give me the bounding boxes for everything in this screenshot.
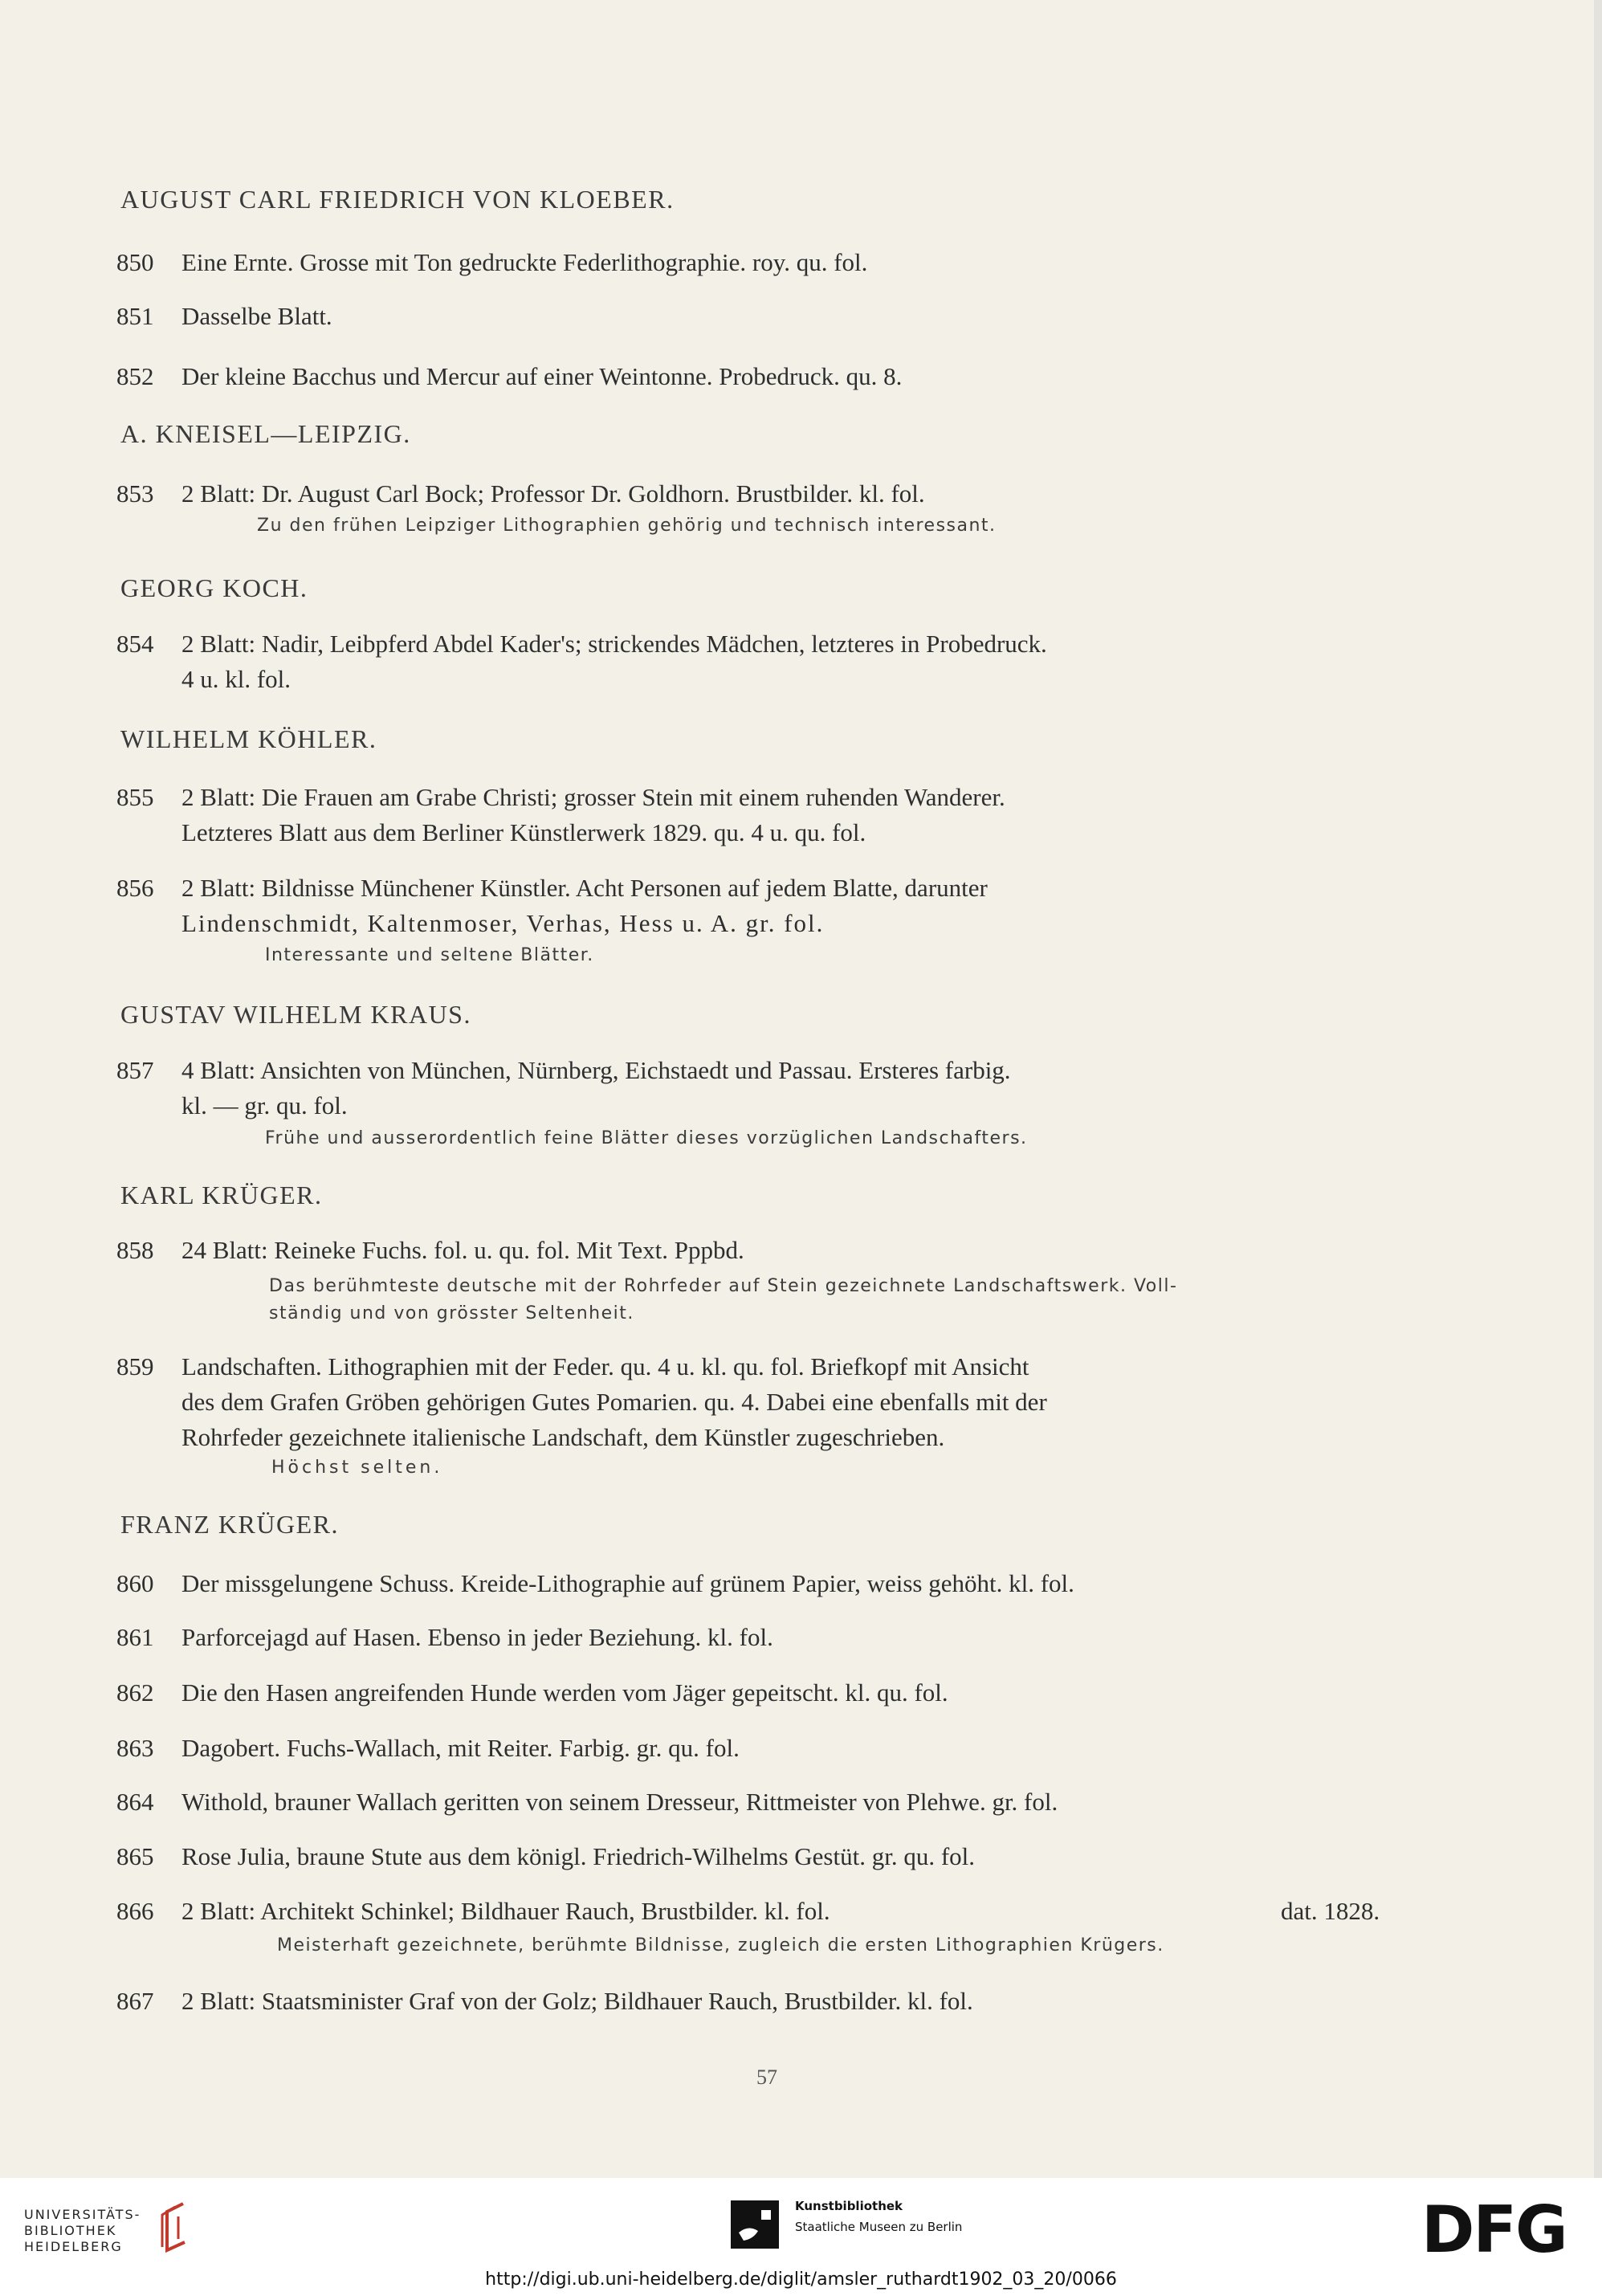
entry-number: 853 (116, 479, 154, 508)
entry-note: Das berühmteste deutsche mit der Rohrfeder auf Stein gezeichnete Landschaftswerk. Voll- (269, 1276, 1178, 1296)
dfg-logo-text: DFG (1421, 2196, 1567, 2260)
entry-text-line: Rohrfeder gezeichnete italienische Landschaft, dem Künstler zugeschrieben. (181, 1423, 945, 1451)
artist-heading: GEORG KOCH. (120, 573, 308, 602)
kunstbibliothek-subtitle: Staatliche Museen zu Berlin (795, 2220, 963, 2234)
entry-date: dat. 1828. (1281, 1897, 1380, 1925)
ub-heidelberg-logo-icon (153, 2199, 193, 2255)
entry-number: 863 (116, 1734, 154, 1762)
entry-text: 2 Blatt: Architekt Schinkel; Bildhauer Rauch, Brustbilder. kl. fol. (181, 1897, 830, 1925)
entry-number: 867 (116, 1987, 154, 2015)
artist-heading: GUSTAV WILHELM KRAUS. (120, 1000, 471, 1029)
entry-text-line: 2 Blatt: Nadir, Leibpferd Abdel Kader's; strickendes Mädchen, letzteres in Probedruck. (181, 630, 1047, 658)
entry-text: Der missgelungene Schuss. Kreide-Lithographie auf grünem Papier, weiss gehöht. kl. fol. (181, 1569, 1074, 1597)
catalogue-entry (116, 1620, 1401, 1655)
artist-heading: WILHELM KÖHLER. (120, 724, 377, 753)
entry-text-line: Letzteres Blatt aus dem Berliner Künstlerwerk 1829. qu. 4 u. qu. fol. (181, 818, 866, 846)
catalogue-entry (116, 1894, 1401, 1929)
entry-number: 858 (116, 1236, 154, 1264)
entry-text: Withold, brauner Wallach geritten von seinem Dresseur, Rittmeister von Plehwe. gr. fol. (181, 1788, 1058, 1816)
catalogue-entry (116, 359, 1401, 394)
catalogue-entry (116, 299, 1401, 334)
entry-text: Eine Ernte. Grosse mit Ton gedruckte Federlithographie. roy. qu. fol. (181, 248, 868, 276)
catalogue-entry (116, 1984, 1401, 2019)
entry-number: 865 (116, 1842, 154, 1870)
kunstbibliothek-title: Kunstbibliothek (795, 2199, 903, 2213)
entry-text: Dasselbe Blatt. (181, 302, 332, 330)
entry-text-line: kl. — gr. qu. fol. (181, 1091, 348, 1119)
entry-text: Dagobert. Fuchs-Wallach, mit Reiter. Farbig. gr. qu. fol. (181, 1734, 740, 1762)
entry-note: ständig und von grösster Seltenheit. (269, 1303, 634, 1323)
entry-text-line: 2 Blatt: Bildnisse Münchener Künstler. Acht Personen auf jedem Blatte, darunter (181, 874, 988, 902)
catalogue-entry (116, 1784, 1401, 1820)
entry-note: Meisterhaft gezeichnete, berühmte Bildnisse, zugleich die ersten Lithographien Krügers. (277, 1935, 1164, 1955)
catalogue-entry (116, 1566, 1401, 1601)
entry-number: 860 (116, 1569, 154, 1597)
ub-heidelberg-logo-text (24, 2207, 141, 2255)
entry-number: 851 (116, 302, 154, 330)
entry-text: 2 Blatt: Dr. August Carl Bock; Professor Dr. Goldhorn. Brustbilder. kl. fol. (181, 479, 925, 508)
catalogue-entry (116, 780, 1401, 850)
entry-number: 862 (116, 1678, 154, 1707)
entry-text-line: 4 u. kl. fol. (181, 665, 291, 693)
entry-number: 852 (116, 362, 154, 390)
ub-line: HEIDELBERG (24, 2239, 123, 2254)
entry-number: 864 (116, 1788, 154, 1816)
catalogue-entry (116, 1731, 1401, 1766)
entry-text-line: Lindenschmidt, Kaltenmoser, Verhas, Hess u. A. gr. fol. (181, 909, 825, 937)
entry-text: Die den Hasen angreifenden Hunde werden vom Jäger gepeitscht. kl. qu. fol. (181, 1678, 948, 1707)
entry-text-line: Landschaften. Lithographien mit der Feder. qu. 4 u. kl. qu. fol. Briefkopf mit Ansicht (181, 1352, 1029, 1380)
entry-text: Rose Julia, braune Stute aus dem königl. Friedrich-Wilhelms Gestüt. gr. qu. fol. (181, 1842, 976, 1870)
entry-number: 857 (116, 1056, 154, 1084)
artist-heading: AUGUST CARL FRIEDRICH VON KLOEBER. (120, 185, 675, 214)
entry-number: 866 (116, 1897, 154, 1925)
entry-number: 850 (116, 248, 154, 276)
page-edge (1594, 0, 1602, 2178)
entry-text-line: 2 Blatt: Die Frauen am Grabe Christi; grosser Stein mit einem ruhenden Wanderer. (181, 783, 1005, 811)
entry-note: Höchst selten. (271, 1458, 443, 1478)
page-number: 57 (756, 2066, 777, 2089)
entry-text: Der kleine Bacchus und Mercur auf einer Weintonne. Probedruck. qu. 8. (181, 362, 903, 390)
catalogue-entry (116, 1675, 1401, 1711)
permalink-url[interactable]: http://digi.ub.uni-heidelberg.de/diglit/amsler_ruthardt1902_03_20/0066 (485, 2269, 1117, 2290)
artist-heading: FRANZ KRÜGER. (120, 1510, 339, 1539)
catalogue-entry (116, 1233, 1401, 1268)
catalogue-entry (116, 1839, 1401, 1874)
entry-note: Frühe und ausserordentlich feine Blätter dieses vorzüglichen Landschafters. (265, 1128, 1028, 1148)
catalogue-entry (116, 476, 1401, 512)
ub-line: BIBLIOTHEK (24, 2223, 117, 2238)
entry-number: 854 (116, 630, 154, 658)
entry-number: 855 (116, 783, 154, 811)
entry-number: 861 (116, 1623, 154, 1651)
entry-number: 856 (116, 874, 154, 902)
entry-text: Parforcejagd auf Hasen. Ebenso in jeder Beziehung. kl. fol. (181, 1623, 773, 1651)
kunstbibliothek-logo-icon (731, 2200, 779, 2249)
entry-text-line: des dem Grafen Gröben gehörigen Gutes Pomarien. qu. 4. Dabei eine ebenfalls mit der (181, 1388, 1047, 1416)
artist-heading: A. KNEISEL—LEIPZIG. (120, 419, 411, 448)
catalogue-entry (116, 1349, 1401, 1455)
entry-note: Interessante und seltene Blätter. (265, 945, 594, 965)
catalogue-entry (116, 871, 1401, 941)
entry-text: 24 Blatt: Reineke Fuchs. fol. u. qu. fol. Mit Text. Pppbd. (181, 1236, 744, 1264)
catalogue-entry (116, 626, 1401, 697)
entry-number: 859 (116, 1352, 154, 1380)
artist-heading: KARL KRÜGER. (120, 1181, 323, 1209)
ub-line: UNIVERSITÄTS- (24, 2207, 141, 2222)
entry-text-line: 4 Blatt: Ansichten von München, Nürnberg, Eichstaedt und Passau. Ersteres farbig. (181, 1056, 1011, 1084)
entry-text: 2 Blatt: Staatsminister Graf von der Golz; Bildhauer Rauch, Brustbilder. kl. fol. (181, 1987, 973, 2015)
dfg-logo-icon (1421, 2196, 1582, 2260)
entry-note: Zu den frühen Leipziger Lithographien gehörig und technisch interessant. (257, 516, 997, 536)
catalogue-entry (116, 245, 1401, 280)
catalogue-entry (116, 1053, 1401, 1124)
